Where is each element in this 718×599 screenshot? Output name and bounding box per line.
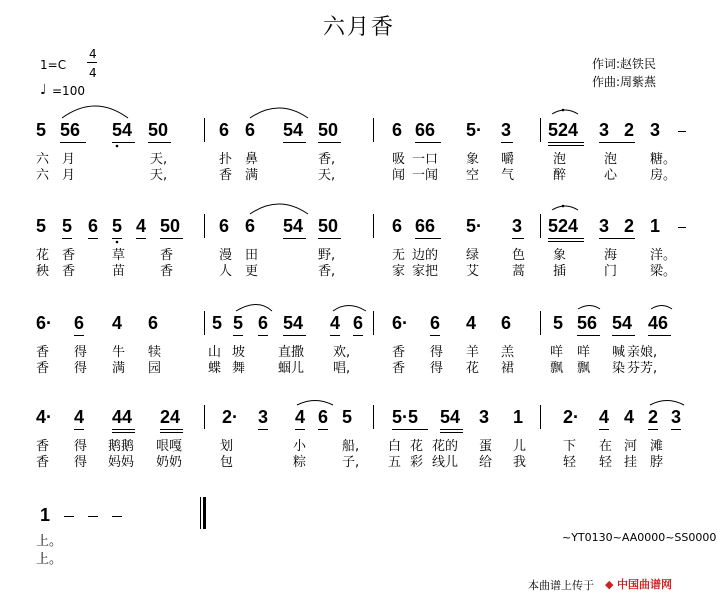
lyric: 野,: [318, 248, 336, 263]
time-signature-bottom: 4: [89, 66, 97, 80]
composer-credit: 作曲:周紫燕: [592, 75, 657, 89]
lyric: 插: [553, 264, 567, 279]
lyric: 香: [36, 439, 50, 454]
lyric: 粽: [293, 455, 307, 470]
lyric: 得: [74, 455, 88, 470]
note: 50: [318, 216, 339, 236]
lyric: 蛋: [479, 439, 493, 454]
note: 2: [624, 216, 635, 236]
slur: [62, 106, 128, 118]
note: 54: [283, 120, 304, 140]
octave-dot: [116, 145, 119, 148]
lyric: 奶奶: [156, 455, 183, 470]
lyric: 脖: [650, 455, 664, 470]
lyric: 飘: [577, 361, 591, 376]
lyric: 哏嘎: [156, 439, 183, 454]
note: 6: [88, 216, 99, 236]
lyricist-credit: 作词:赵铁民: [592, 57, 657, 71]
lyric: 月: [62, 152, 76, 167]
lyric: 白: [388, 439, 402, 454]
note: 3: [599, 216, 610, 236]
note: 524: [548, 216, 579, 236]
note: 5: [233, 313, 244, 333]
note: 1: [513, 407, 524, 427]
lyric: 香: [160, 248, 174, 263]
slur: [250, 108, 308, 118]
lyric: 象: [553, 248, 567, 263]
note: 6: [245, 216, 256, 236]
note: 6: [219, 216, 230, 236]
octave-dot: [562, 109, 565, 112]
lyric: 喊: [612, 345, 626, 360]
site-logo-icon: ◆: [605, 578, 614, 591]
lyric: 满: [245, 168, 259, 183]
note: 5: [36, 120, 47, 140]
lyric: 田: [245, 248, 259, 263]
lyric: 边的: [412, 248, 439, 263]
lyric: 线儿: [432, 455, 459, 470]
note: 6: [318, 407, 329, 427]
lyric: 轻: [599, 455, 613, 470]
lyric: 犊: [148, 345, 162, 360]
lyric: 空: [466, 168, 480, 183]
note: 5·: [466, 120, 483, 140]
lyric: 羊: [466, 345, 480, 360]
lyric: 香: [36, 455, 50, 470]
note: 6: [430, 313, 441, 333]
note: 66: [415, 120, 436, 140]
lyric: 香: [392, 361, 406, 376]
lyric: 船,: [342, 439, 360, 454]
lyric: 洋。: [650, 248, 677, 263]
lyric: 吸: [392, 152, 406, 167]
lyric: 划: [220, 439, 234, 454]
note: 1: [650, 216, 661, 236]
lyric: 得: [74, 361, 88, 376]
lyric: 气: [501, 168, 515, 183]
note: 6·: [392, 313, 409, 333]
note: 4: [330, 313, 341, 333]
note: 54: [440, 407, 461, 427]
lyric: 漫: [219, 248, 233, 263]
lyric: 轻: [563, 455, 577, 470]
lyric: 滩: [650, 439, 664, 454]
slur: [297, 401, 333, 406]
slur: [333, 306, 366, 312]
lyric: 得: [74, 345, 88, 360]
lyric: 香,: [318, 264, 336, 279]
note: 2·: [563, 407, 580, 427]
note: 50: [148, 120, 169, 140]
note: 6: [392, 216, 403, 236]
slur: [552, 110, 578, 114]
note: 56: [60, 120, 81, 140]
note: 6: [74, 313, 85, 333]
octave-dot: [562, 205, 565, 208]
lyric: 六: [36, 168, 50, 183]
lyric: 心: [604, 168, 618, 183]
note: 5·5: [392, 407, 419, 427]
note: 6: [148, 313, 159, 333]
lyric: 舞: [232, 361, 246, 376]
note: 4: [624, 407, 635, 427]
lyric: 艾: [466, 264, 480, 279]
note: 56: [577, 313, 598, 333]
lyric: 一闻: [412, 168, 439, 183]
lyric: 蝈儿: [278, 361, 305, 376]
tempo-mark: =100: [52, 84, 85, 98]
lyric: 香: [36, 361, 50, 376]
site-logo[interactable]: [605, 576, 672, 592]
slur: [651, 306, 672, 310]
lyric: 给: [479, 455, 493, 470]
lyric: 梁。: [650, 264, 677, 279]
note: 5·: [466, 216, 483, 236]
lyric: 蝶: [208, 361, 222, 376]
lyric: 秧: [36, 264, 50, 279]
lyric: 彩: [410, 455, 424, 470]
note: 44: [112, 407, 133, 427]
lyric: 山: [208, 345, 222, 360]
lyric: 染: [612, 361, 626, 376]
note: 4·: [36, 407, 53, 427]
note: 3: [599, 120, 610, 140]
lyric: 更: [245, 264, 259, 279]
note: 2: [624, 120, 635, 140]
lyric: 在: [599, 439, 613, 454]
lyric: 坡: [232, 345, 246, 360]
lyric: 色: [512, 248, 526, 263]
note: 6: [392, 120, 403, 140]
note: 54: [112, 120, 133, 140]
note: 6: [501, 313, 512, 333]
note: 5: [553, 313, 564, 333]
key-signature: 1=C: [40, 58, 67, 72]
lyric: 香: [160, 264, 174, 279]
lyric: 下: [563, 439, 577, 454]
note: 2: [648, 407, 659, 427]
lyric: 天,: [150, 168, 168, 183]
note: 3: [650, 120, 661, 140]
lyric: 牛: [112, 345, 126, 360]
site-logo-text: 中国曲谱网: [616, 578, 672, 591]
note: 3: [671, 407, 682, 427]
note: 24: [160, 407, 181, 427]
note: 6: [353, 313, 364, 333]
lyric: 六: [36, 152, 50, 167]
slur: [236, 305, 272, 312]
lyric: 嚼: [501, 152, 515, 167]
lyric: 天,: [150, 152, 168, 167]
note: 5: [212, 313, 223, 333]
lyric: 家: [392, 264, 406, 279]
lyric: 上。: [36, 552, 63, 567]
lyric: 挂: [624, 455, 638, 470]
lyric: 花: [36, 248, 50, 263]
lyric: 香: [392, 345, 406, 360]
lyric: 醉: [553, 168, 567, 183]
lyric: 咩: [577, 345, 591, 360]
lyric: 鹅鹅: [108, 439, 135, 454]
lyric: 月: [62, 168, 76, 183]
page-title: 六月香: [322, 15, 395, 40]
note: 4: [112, 313, 123, 333]
note: 4: [599, 407, 610, 427]
lyric: 飘: [550, 361, 564, 376]
lyric: 香: [36, 345, 50, 360]
note: 6: [219, 120, 230, 140]
lyric: 欢,: [333, 345, 351, 360]
footer-upload-text: 本曲谱上传于: [528, 579, 594, 592]
note: 4: [295, 407, 306, 427]
note: 1: [40, 505, 51, 525]
slur: [578, 306, 600, 310]
note: 3: [258, 407, 269, 427]
note: 5: [36, 216, 47, 236]
lyric: 儿: [513, 439, 527, 454]
lyric: 无: [392, 248, 406, 263]
lyric: 上。: [36, 534, 63, 549]
note: 6: [245, 120, 256, 140]
note: 3: [479, 407, 490, 427]
lyric: 苗: [112, 264, 126, 279]
lyric: 河: [624, 439, 638, 454]
lyric: 绿: [466, 248, 480, 263]
lyric: 直撒: [278, 345, 305, 360]
note: 50: [318, 120, 339, 140]
slur: [650, 401, 684, 406]
note: 2·: [222, 407, 239, 427]
note: 5: [112, 216, 123, 236]
lyric: 房。: [650, 168, 677, 183]
lyric: 花: [410, 439, 424, 454]
lyric: 天,: [318, 168, 336, 183]
lyric: 香: [62, 248, 76, 263]
lyric: 花的: [432, 439, 459, 454]
lyric: 香: [219, 168, 233, 183]
lyric: 糖。: [650, 152, 677, 167]
lyric: 园: [148, 361, 162, 376]
note: 5: [62, 216, 73, 236]
lyric: 人: [219, 264, 233, 279]
note: 54: [612, 313, 633, 333]
note: 5: [342, 407, 353, 427]
note: 46: [648, 313, 669, 333]
lyric: 亲娘,: [627, 345, 658, 360]
note: 66: [415, 216, 436, 236]
note: 54: [283, 216, 304, 236]
lyric: 泡: [553, 152, 567, 167]
octave-dot: [116, 241, 119, 244]
lyric: 蒿: [512, 264, 526, 279]
lyric: 得: [430, 361, 444, 376]
lyric: 香,: [318, 152, 336, 167]
lyric: 门: [604, 264, 618, 279]
lyric: 五: [388, 455, 402, 470]
lyric: 满: [112, 361, 126, 376]
lyric: 妈妈: [108, 455, 135, 470]
lyric: 鼻: [245, 152, 259, 167]
note: 4: [466, 313, 477, 333]
note: 3: [501, 120, 512, 140]
lyric: 我: [513, 455, 527, 470]
lyric: 家把: [412, 264, 439, 279]
lyric: 海: [604, 248, 618, 263]
note: 3: [512, 216, 523, 236]
lyric: 香: [62, 264, 76, 279]
lyric: 象: [466, 152, 480, 167]
lyric: 唱,: [333, 361, 351, 376]
note: 524: [548, 120, 579, 140]
lyric: 咩: [550, 345, 564, 360]
lyric: 芬芳,: [627, 361, 658, 376]
lyric: 得: [430, 345, 444, 360]
lyric: 草: [112, 248, 126, 263]
lyric: 泡: [604, 152, 618, 167]
lyric: 闻: [392, 168, 406, 183]
slur: [552, 206, 578, 210]
note: 4: [74, 407, 85, 427]
quarter-note-icon: ♩: [40, 82, 47, 98]
lyric: 小: [293, 439, 307, 454]
note: 54: [283, 313, 304, 333]
lyric: 羔: [501, 345, 515, 360]
lyric: 一口: [412, 152, 439, 167]
note: 4: [136, 216, 147, 236]
time-signature-top: 4: [89, 47, 97, 61]
lyric: 得: [74, 439, 88, 454]
note: 6·: [36, 313, 53, 333]
lyric: 裙: [501, 361, 515, 376]
slur: [250, 204, 308, 214]
lyric: 扑: [219, 152, 233, 167]
lyric: 花: [466, 361, 480, 376]
note: 50: [160, 216, 181, 236]
lyric: 子,: [342, 455, 360, 470]
lyric: 包: [220, 455, 234, 470]
note: 6: [258, 313, 269, 333]
score-code: ~YT0130~AA0000~SS0000: [562, 531, 717, 544]
